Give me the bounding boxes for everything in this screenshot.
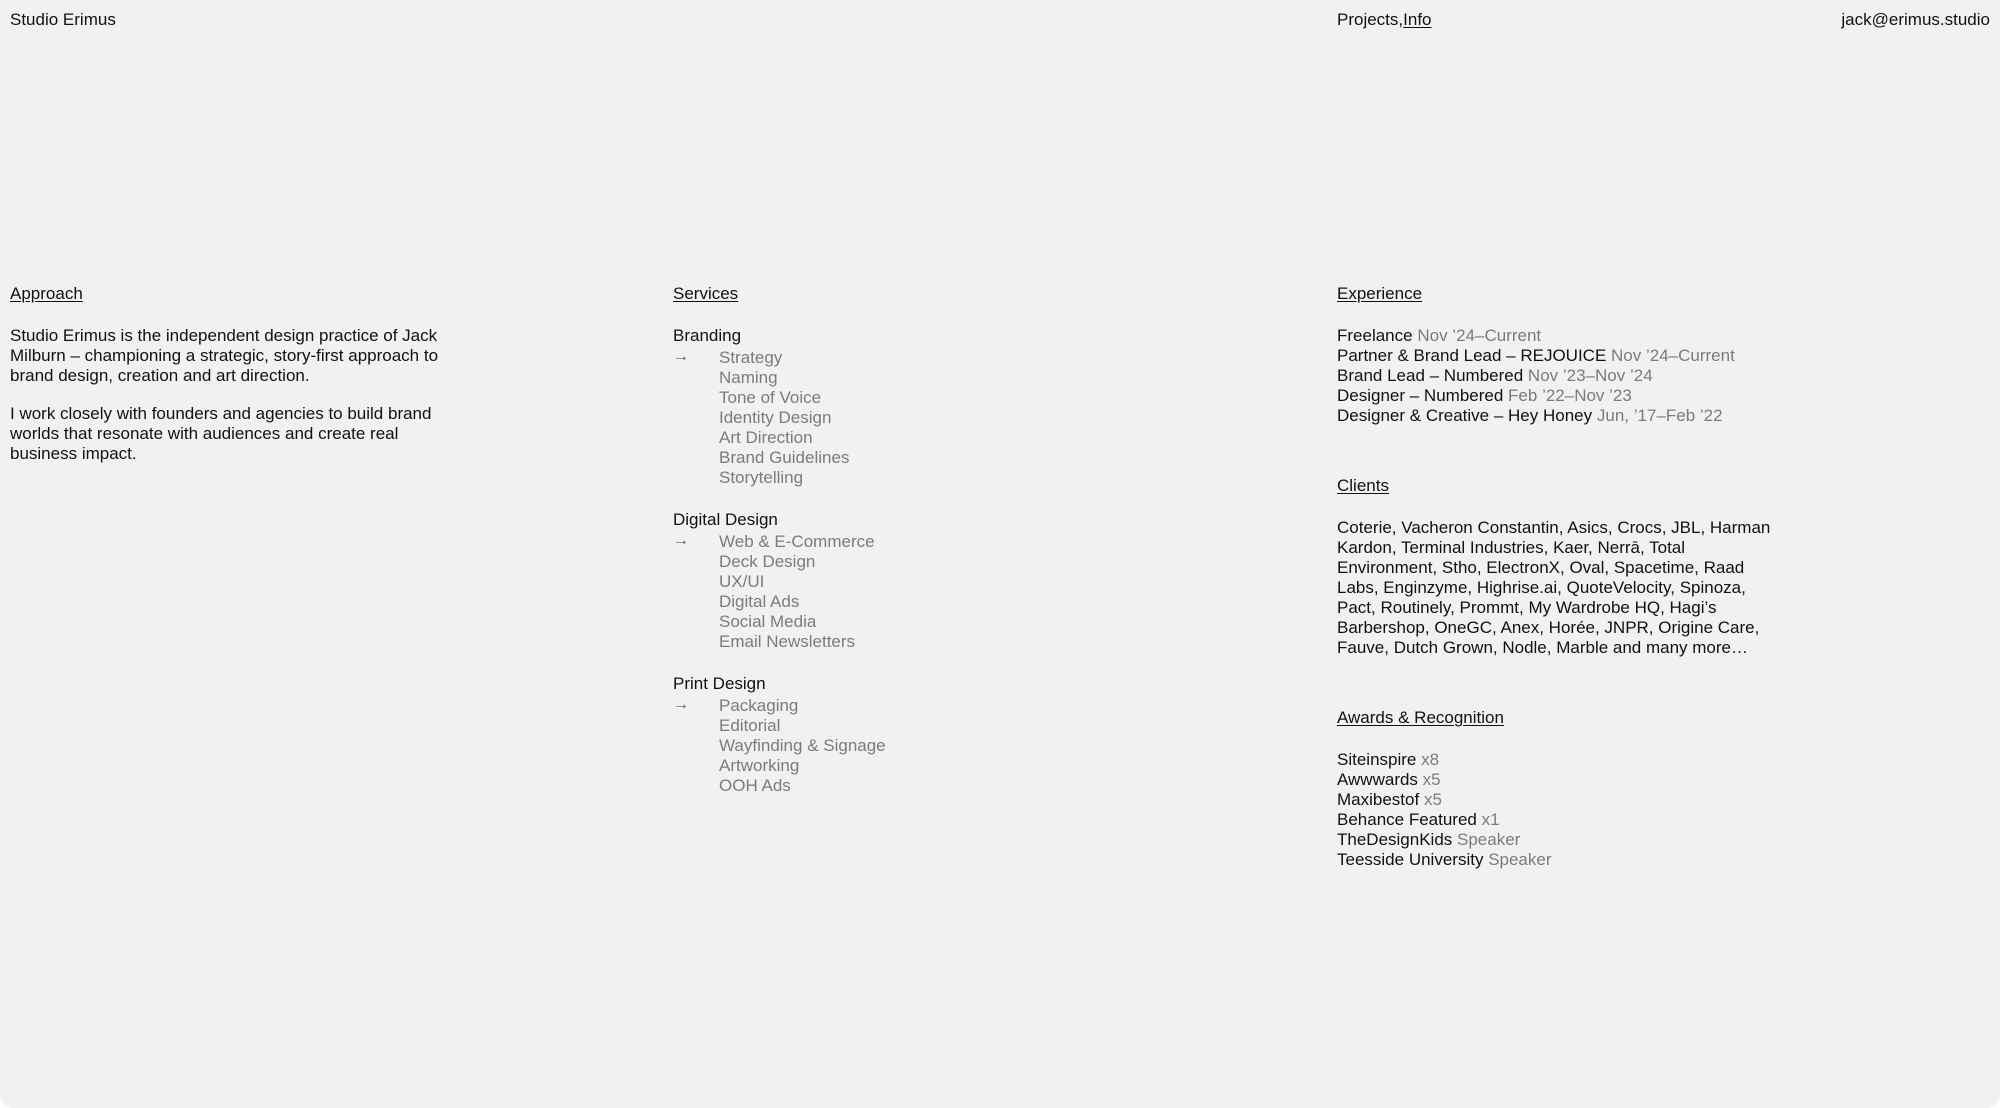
award-name: TheDesignKids [1337, 830, 1453, 849]
experience-role: Brand Lead – Numbered [1337, 366, 1524, 385]
award-name: Teesside University [1337, 850, 1484, 869]
service-item: Tone of Voice [719, 388, 822, 407]
service-item: Art Direction [719, 428, 813, 447]
nav-info-link[interactable]: Info [1403, 10, 1432, 29]
service-item: Wayfinding & Signage [719, 736, 886, 755]
award-item [1337, 790, 1797, 810]
experience-role: Freelance [1337, 326, 1413, 345]
email-link[interactable]: jack@erimus.studio [1841, 10, 1990, 29]
service-item: Packaging [719, 696, 799, 715]
service-items [719, 348, 849, 488]
service-item: Web & E-Commerce [719, 532, 875, 551]
clients-title: Clients [1337, 476, 1389, 495]
arrow-right-icon: → [673, 696, 689, 713]
award-name: Behance Featured [1337, 810, 1477, 829]
service-item: Brand Guidelines [719, 448, 850, 467]
service-item: Naming [719, 368, 778, 387]
brand-link[interactable]: Studio Erimus [10, 10, 116, 29]
award-item [1337, 810, 1797, 830]
service-group-branding [673, 326, 1073, 488]
approach-title: Approach [10, 284, 83, 303]
experience-role: Partner & Brand Lead – REJOUICE [1337, 346, 1607, 365]
experience-period: Nov ’24–Current [1611, 346, 1735, 365]
service-item: Editorial [719, 716, 781, 735]
arrow-right-icon: → [673, 532, 689, 549]
services-title: Services [673, 284, 739, 303]
approach-paragraph-2: I work closely with founders and agencies to build brand worlds that resonate with audiences and create real business impact. [10, 404, 432, 463]
services-section [673, 284, 1073, 818]
experience-period: Nov ’24–Current [1417, 326, 1542, 345]
service-item: Digital Ads [719, 592, 800, 611]
experience-title: Experience [1337, 284, 1423, 303]
experience-list [1337, 326, 1797, 426]
experience-item [1337, 366, 1797, 386]
clients-section [1337, 476, 1797, 658]
award-name: Siteinspire [1337, 750, 1417, 769]
awards-list [1337, 750, 1797, 870]
award-name: Maxibestof [1337, 790, 1420, 809]
service-items [719, 696, 886, 796]
award-item [1337, 830, 1797, 850]
experience-item [1337, 346, 1797, 366]
service-item: OOH Ads [719, 776, 791, 795]
award-note: x1 [1481, 810, 1500, 829]
award-note: x5 [1422, 770, 1441, 789]
service-item: Artworking [719, 756, 800, 775]
award-note: Speaker [1457, 830, 1521, 849]
service-item: Social Media [719, 612, 817, 631]
experience-role: Designer & Creative – Hey Honey [1337, 406, 1593, 425]
experience-item [1337, 386, 1797, 406]
award-name: Awwwards [1337, 770, 1418, 789]
service-group-title: Digital Design [673, 510, 778, 529]
experience-period: Feb ’22–Nov ’23 [1508, 386, 1632, 405]
service-group-title: Branding [673, 326, 742, 345]
award-note: x8 [1421, 750, 1440, 769]
experience-item [1337, 406, 1797, 426]
award-item [1337, 750, 1797, 770]
experience-role: Designer – Numbered [1337, 386, 1504, 405]
service-item: Email Newsletters [719, 632, 856, 651]
award-item [1337, 850, 1797, 870]
approach-section [10, 284, 450, 482]
service-item: Strategy [719, 348, 783, 367]
service-items [719, 532, 875, 652]
service-item: Storytelling [719, 468, 804, 487]
right-column [1337, 284, 1797, 870]
service-item: UX/UI [719, 572, 765, 591]
service-item: Identity Design [719, 408, 832, 427]
clients-list: Coterie, Vacheron Constantin, Asics, Crocs, JBL, Harman Kardon, Terminal Industries, Kaer, Nerrā, Total Environment, Stho, ElectronX, Oval, Spacetime, Raad Labs, Enginzyme, Highrise.ai, QuoteVelocity, Spinoza, Pact, Routinely, Prommt, My Wardrobe HQ, Hagi’s Barbershop, OneGC, Anex, Horée, JNPR, Origine Care, Fauve, Dutch Grown, Nodle, Marble and many more… [1337, 518, 1771, 657]
experience-period: Jun, ’17–Feb ’22 [1596, 406, 1723, 425]
award-note: x5 [1423, 790, 1442, 809]
award-note: Speaker [1488, 850, 1552, 869]
awards-section [1337, 708, 1797, 870]
experience-item [1337, 326, 1797, 346]
service-group-print-design [673, 674, 1073, 796]
awards-title: Awards & Recognition [1337, 708, 1504, 727]
main-nav [1337, 10, 1432, 30]
arrow-right-icon: → [673, 348, 689, 365]
award-item [1337, 770, 1797, 790]
service-group-title: Print Design [673, 674, 766, 693]
experience-period: Nov ’23–Nov ’24 [1527, 366, 1653, 385]
service-group-digital-design [673, 510, 1073, 652]
nav-projects-link[interactable]: Projects, [1337, 10, 1404, 29]
approach-paragraph-1: Studio Erimus is the independent design practice of Jack Milburn – championing a strategic, story-first approach to brand design, creation and art direction. [10, 326, 439, 385]
service-item: Deck Design [719, 552, 816, 571]
